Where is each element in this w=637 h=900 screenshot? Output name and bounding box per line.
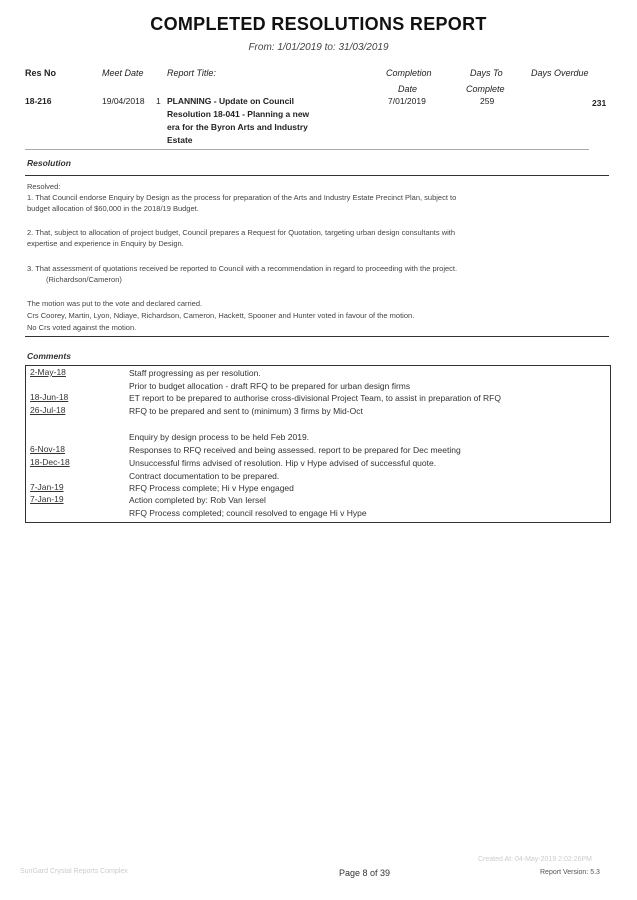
report-period: From: 1/01/2019 to: 31/03/2019 [248, 42, 389, 53]
comment-text: Responses to RFQ received and being assessed. report to be prepared for Dec meeting [129, 445, 461, 455]
days-to-complete-value: 259 [480, 96, 495, 106]
title-line-3: era for the Byron Arts and Industry [167, 122, 308, 132]
comment-date: 2-May-18 [30, 367, 66, 377]
col-completion-2: Date [398, 84, 418, 94]
resolution-line: No Crs voted against the motion. [27, 323, 137, 332]
footer-created: Created At: 04-May-2019 2:02:26PM [478, 856, 593, 863]
comment-date: 7-Jan-19 [30, 482, 64, 492]
completion-date-value: 7/01/2019 [388, 96, 426, 106]
comment-text: Prior to budget allocation - draft RFQ to be prepared for urban design firms [129, 381, 411, 391]
comment-text: ET report to be prepared to authorise cross-divisional Project Team, to assist in preparation of RFQ [129, 393, 501, 403]
footer-page-number: Page 8 of 39 [339, 868, 391, 878]
comment-date: 18-Dec-18 [30, 457, 70, 467]
col-report-title: Report Title: [167, 68, 216, 78]
comment-text: RFQ Process completed; council resolved to engage Hi v Hype [129, 508, 367, 518]
meet-date-value: 19/04/2018 [102, 96, 145, 106]
resolution-heading: Resolution [27, 158, 71, 168]
comment-text: Staff progressing as per resolution. [129, 368, 261, 378]
comment-text: Unsuccessful firms advised of resolution. Hip v Hype advised of successful quote. [129, 458, 437, 468]
resolution-line: budget allocation of $60,000 in the 2018/19 Budget. [27, 204, 199, 213]
resolution-line: expertise and experience in Enquiry by Design. [27, 239, 184, 248]
col-days-to: Days To [470, 68, 503, 78]
col-days-overdue: Days Overdue [531, 68, 589, 78]
col-res-no: Res No [25, 68, 57, 78]
report-title: COMPLETED RESOLUTIONS REPORT [150, 14, 487, 34]
col-days-to-2: Complete [466, 84, 505, 94]
resolution-rule [25, 175, 609, 176]
title-line-1: PLANNING - Update on Council [167, 96, 295, 106]
record-divider [25, 149, 589, 150]
comments-heading: Comments [27, 351, 71, 361]
comment-text: RFQ Process complete; Hi v Hype engaged [129, 483, 294, 493]
title-line-4: Estate [167, 135, 193, 145]
resolution-line: (Richardson/Cameron) [46, 275, 122, 284]
title-line-2: Resolution 18-041 - Planning a new [167, 109, 310, 119]
comment-text: Contract documentation to be prepared. [129, 471, 280, 481]
resolution-line: 3. That assessment of quotations received be reported to Council with a recommendation in regard to proceeding with the project. [27, 264, 458, 273]
comment-text: RFQ to be prepared and sent to (minimum) 3 firms by Mid-Oct [129, 406, 363, 416]
footer-version: Report Version: 5.3 [540, 869, 600, 876]
resolution-line: 2. That, subject to allocation of project budget, Council prepares a Request for Quotation, targeting urban design consultants with [27, 228, 456, 237]
item-number: 1 [156, 96, 161, 106]
resolution-line: 1. That Council endorse Enquiry by Design as the process for preparation of the Arts and Industry Estate Precinct Plan, subject to [27, 193, 457, 202]
comment-date: 18-Jun-18 [30, 392, 69, 402]
resolution-line: The motion was put to the vote and declared carried. [27, 299, 203, 308]
comment-date: 26-Jul-18 [30, 405, 66, 415]
col-completion: Completion [386, 68, 432, 78]
comment-date: 7-Jan-19 [30, 494, 64, 504]
res-no-value: 18-216 [25, 96, 52, 106]
resolution-line: Crs Coorey, Martin, Lyon, Ndiaye, Richardson, Cameron, Hackett, Spooner and Hunter voted in favour of the motion. [27, 311, 415, 320]
comment-text: Enquiry by design process to be held Feb 2019. [129, 432, 310, 442]
col-meet-date: Meet Date [102, 68, 144, 78]
days-overdue-value: 231 [592, 98, 607, 108]
comment-date: 6-Nov-18 [30, 444, 65, 454]
resolution-end-rule [25, 336, 609, 337]
footer-software: SunGard Crystal Reports Complex [20, 868, 128, 875]
comment-text: Action completed by: Rob Van Iersel [129, 495, 266, 505]
resolution-line: Resolved: [27, 182, 61, 191]
